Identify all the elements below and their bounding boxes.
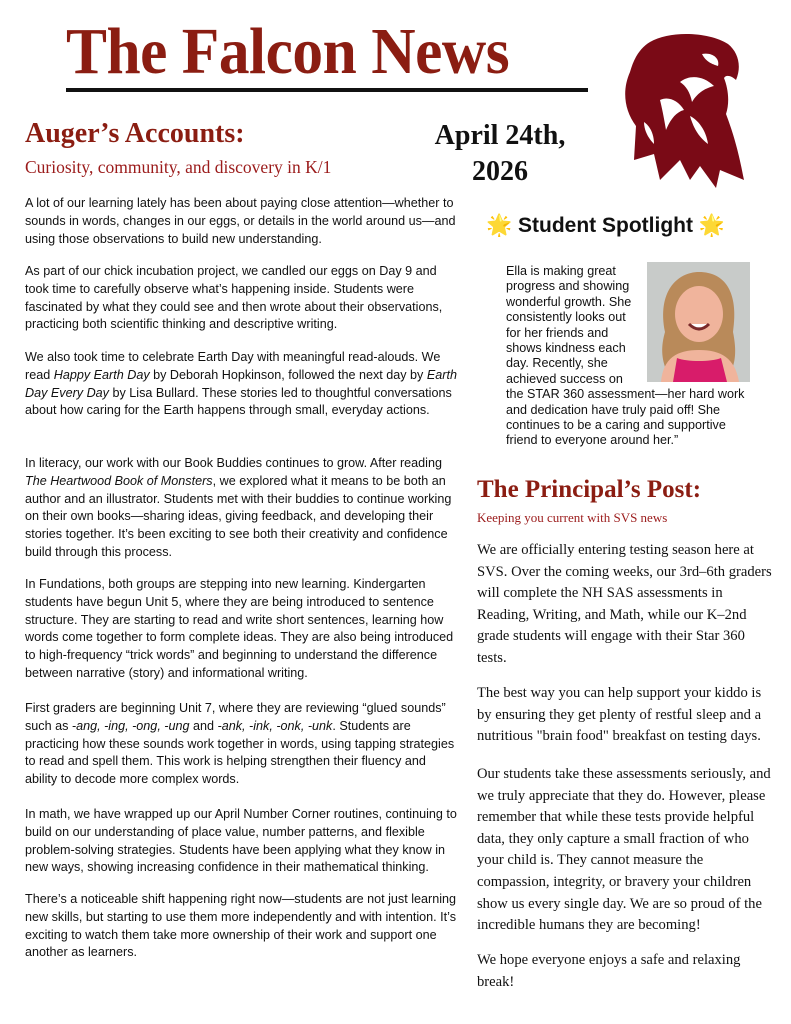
student-spotlight-heading — [486, 214, 725, 238]
issue-date — [410, 118, 590, 190]
book-title: Earth Day Every Day — [25, 367, 457, 400]
principals-post-subheading: Keeping you current with SVS news — [477, 510, 668, 525]
title-divider — [66, 88, 588, 92]
spotlight-body — [506, 264, 756, 449]
augers-paragraph-8: There’s a noticeable shift happening right now—students are not just learning new skills, but starting to use them more independently and with intention. It’s exciting to watch them take more ownership of their work and support one another as learners. — [25, 892, 457, 960]
text: In literacy, our work with our Book Buddies continues to grow. After reading — [25, 456, 442, 470]
augers-paragraph-1: A lot of our learning lately has been about paying close attention—whether to sounds in words, changes in our eggs, or details in the world around us—and using those observations to build new understanding. — [25, 196, 456, 246]
star-icon: 🌟 — [698, 214, 725, 237]
sound-list: -ang, -ing, -ong, -ung — [71, 718, 190, 733]
augers-paragraph-3 — [25, 349, 457, 420]
star-icon: 🌟 — [486, 214, 513, 237]
text: , we explored what it means to be both an author and an illustrator. Students met with their buddies to continue working on their own books—sharing ideas, giving feedback, and developing their stories together. It’s been exciting to see both their creativity and confidence build through this process. — [25, 473, 452, 559]
augers-accounts-heading: Auger’s Accounts: — [25, 118, 245, 149]
issue-date-line2: 2026 — [472, 156, 528, 187]
newsletter-title: The Falcon News — [66, 15, 510, 88]
falcon-mascot-logo — [620, 30, 746, 190]
augers-paragraph-2: As part of our chick incubation project, we candled our eggs on Day 9 and took time to carefully observe what’s happening inside. Students were fascinated by what they could see and then wrote about their observations, practicing both scientific thinking and descriptive writing. — [25, 264, 443, 332]
book-title: Happy Earth Day — [53, 367, 150, 382]
principal-paragraph-3: Our students take these assessments seriously, and we truly appreciate that they do. However, please remember that while these tests provide helpful data, they only capture a small fraction of who your child is. They cannot measure the compassion, integrity, or bravery your children show us every single day. We are so proud of the incredible humans they are becoming! — [477, 766, 771, 934]
augers-paragraph-7: In math, we have wrapped up our April Number Corner routines, continuing to build on our understanding of place value, number patterns, and flexible problem-solving strategies. Students have been applying what they know in new ways, showing increasing confidence in their mathematical thinking. — [25, 807, 457, 875]
issue-date-line1: April 24th, — [434, 120, 566, 151]
principal-paragraph-1: We are officially entering testing season here at SVS. Over the coming weeks, our 3rd–6th graders will complete the NH SAS assessments in Reading, Writing, and Math, while our K–2nd grade students will engage with their Star 360 tests. — [477, 542, 772, 666]
text: by Deborah Hopkinson, followed the next day by — [149, 367, 427, 382]
text: . Students are practicing how these sounds work together in words, using tapping strategies to read and spell them. This work is helping strengthen their fluency and ability to decode more complex words. — [25, 718, 455, 787]
sound-list: -ank, -ink, -onk, -unk — [217, 718, 333, 733]
book-title: The Heartwood Book of Monsters — [25, 473, 213, 488]
principals-post-heading: The Principal’s Post: — [477, 476, 702, 503]
spotlight-text: Ella is making great progress and showing wonderful growth. She consistently looks out for her friends and shows kindness each day. Recently, she achieved success on the STAR 360 assessment—her hard work and dedication have truly paid off! She continues to be a caring and supportive friend to everyone around her.” — [506, 264, 745, 448]
text: and — [189, 718, 218, 733]
text: by Lisa Bullard. These stories led to thoughtful conversations about how caring for the Earth happens through small, everyday actions. — [25, 385, 452, 418]
principal-paragraph-4: We hope everyone enjoys a safe and relaxing break! — [477, 952, 741, 990]
augers-accounts-subheading: Curiosity, community, and discovery in K/1 — [25, 157, 332, 177]
text: First graders are beginning Unit 7, where they are reviewing “glued sounds” such as — [25, 701, 446, 733]
augers-paragraph-4 — [25, 455, 457, 562]
augers-paragraph-6 — [25, 700, 457, 789]
student-photo — [647, 262, 750, 382]
spotlight-title: Student Spotlight — [518, 214, 693, 237]
text: We also took time to celebrate Earth Day with meaningful read-alouds. We read — [25, 350, 441, 382]
principal-paragraph-2: The best way you can help support your kiddo is by ensuring they get plenty of restful sleep and a nutritious "brain food" breakfast on testing days. — [477, 685, 762, 745]
augers-paragraph-5: In Fundations, both groups are stepping into new learning. Kindergarten students have begun Unit 5, where they are being introduced to sentence structure. They are starting to read and write short sentences, learning how words come together to form complete ideas. They are also being introduced to high-frequency “trick words” and beginning to understand the difference between narrative (story) and informational writing. — [25, 577, 454, 680]
